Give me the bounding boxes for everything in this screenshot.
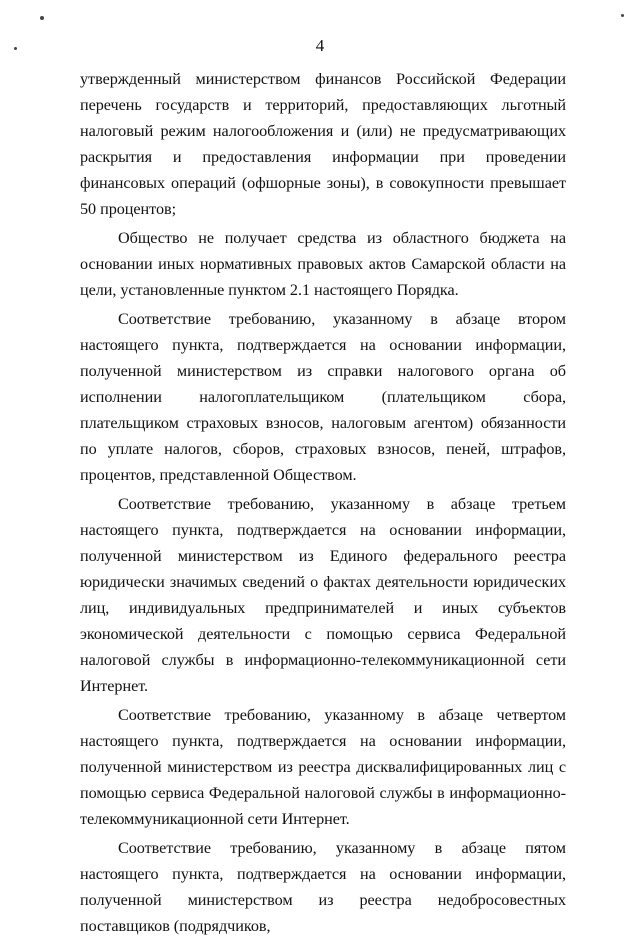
paragraph: Соответствие требованию, указанному в абзаце втором настоящего пункта, подтверждается на основании информации, полученной министерством из справки налогового органа об исполнении налогоплательщиком (плательщиком сбора, плательщиком страховых взносов, налоговым агентом) обязанности по уплате налогов, сборов, страховых взносов, пеней, штрафов, процентов, представленной Обществом. xyxy=(80,310,566,484)
paragraph: Соответствие требованию, указанному в абзаце четвертом настоящего пункта, подтверждается на основании информации, полученной министерством из реестра дисквалифицированных лиц с помощью сервиса Федеральной налоговой службы в информационно-телекоммуникационной сети Интернет. xyxy=(80,706,566,828)
scan-speck xyxy=(40,16,44,20)
paragraph: Соответствие требованию, указанному в абзаце третьем настоящего пункта, подтверждается на основании информации, полученной министерством из Единого федерального реестра юридически значимых сведений о фактах деятельности юридических лиц, индивидуальных предпринимателей и иных субъектов экономической деятельности с помощью сервиса Федеральной налоговой службы в информационно-телекоммуникационной сети Интернет. xyxy=(80,495,566,695)
paragraph: Общество не получает средства из областного бюджета на основании иных нормативных правовых актов Самарской области на цели, установленные пунктом 2.1 настоящего Порядка. xyxy=(80,229,566,299)
scan-speck xyxy=(621,14,624,17)
document-body xyxy=(80,66,566,942)
page-number: 4 xyxy=(315,36,325,55)
scan-speck xyxy=(14,47,17,50)
paragraph: Соответствие требованию, указанному в абзаце пятом настоящего пункта, подтверждается на основании информации, полученной министерством из реестра недобросовестных поставщиков (подрядчиков, xyxy=(80,839,566,935)
paragraph: утвержденный министерством финансов Российской Федерации перечень государств и территорий, предоставляющих льготный налоговый режим налогообложения и (или) не предусматривающих раскрытия и предоставления информации при проведении финансовых операций (офшорные зоны), в совокупности превышает 50 процентов; xyxy=(80,70,566,218)
